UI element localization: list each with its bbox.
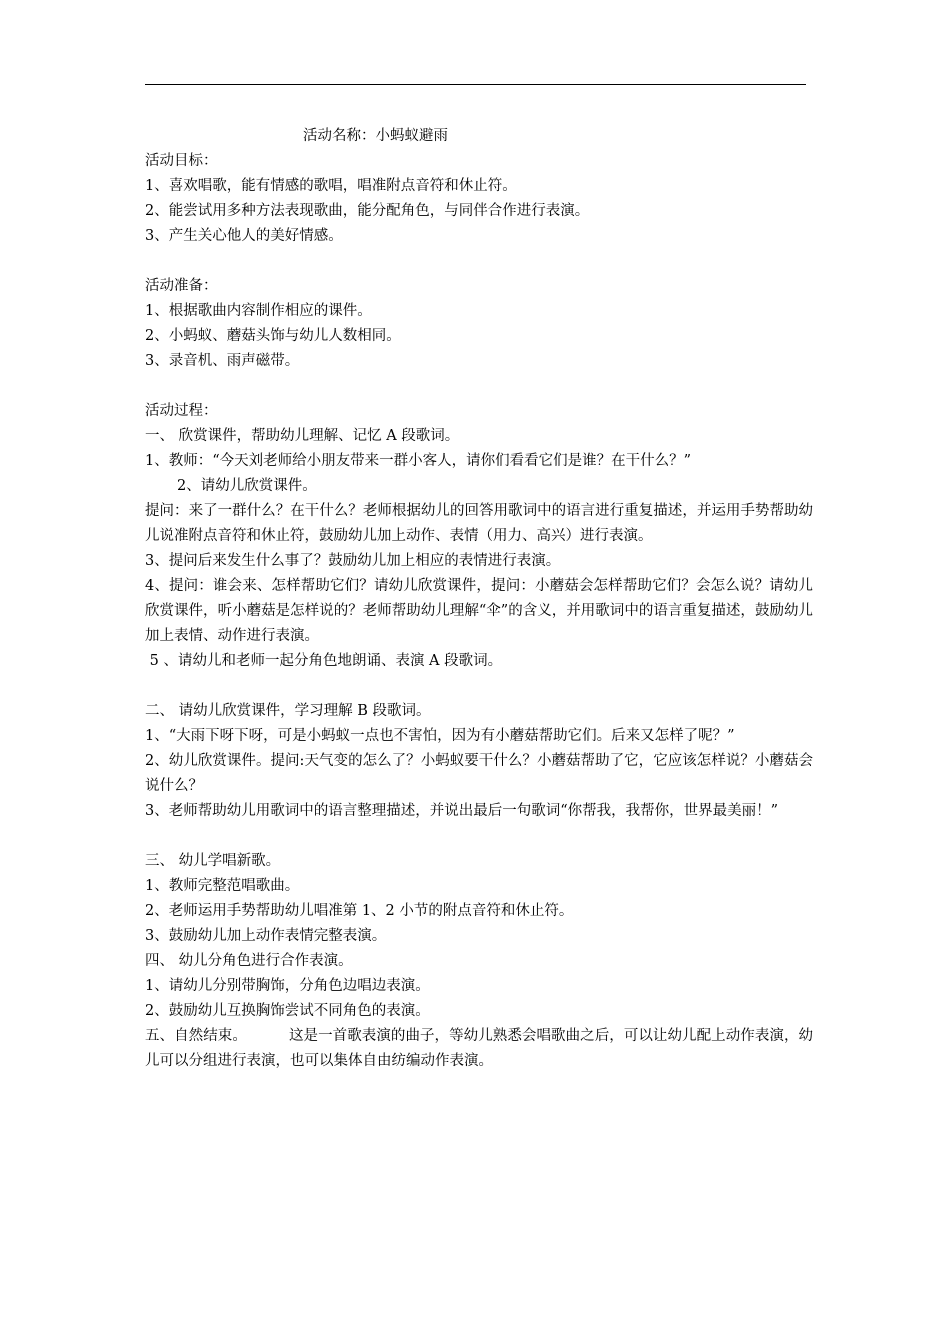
part2-step-3: 3、老师帮助幼儿用歌词中的语言整理描述，并说出最后一句歌词“你帮我，我帮你，世界最美丽！” [145, 803, 779, 819]
part4-heading: 四、 幼儿分角色进行合作表演。 [145, 953, 353, 969]
part3-item: 1、教师完整范唱歌曲。 [145, 878, 300, 894]
part1-question: 提问：来了一群什么？在干什么？老师根据幼儿的回答用歌词中的语言进行重复描述，并运用手势帮助幼儿说准附点音符和休止符，鼓励幼儿加上动作、表情（用力、高兴）进行表演。 [145, 503, 813, 544]
part1-heading: 一、 欣赏课件，帮助幼儿理解、记忆 A 段歌词。 [145, 428, 460, 444]
page-title: 活动名称：小蚂蚁避雨 [303, 128, 448, 144]
header-rule [145, 84, 806, 85]
part5-heading: 五、自然结束。 [145, 1028, 247, 1044]
part1-step-2: 2、请幼儿欣赏课件。 [177, 478, 317, 494]
part2-step-1: 1、“大雨下呀下呀，可是小蚂蚁一点也不害怕，因为有小蘑菇帮助它们。后来又怎样了呢？” [145, 728, 735, 744]
part2-step-2: 2、幼儿欣赏课件。提问:天气变的怎么了？小蚂蚁要干什么？小蘑菇帮助了它，它应该怎样说？小蘑菇会说什么？ [145, 753, 813, 794]
part3-item: 3、鼓励幼儿加上动作表情完整表演。 [145, 928, 387, 944]
part4-item: 2、鼓励幼儿互换胸饰尝试不同角色的表演。 [145, 1003, 430, 1019]
part3-heading: 三、 幼儿学唱新歌。 [145, 853, 281, 869]
prep-heading: 活动准备： [145, 278, 218, 294]
part1-step-4: 4、提问：谁会来、怎样帮助它们？请幼儿欣赏课件，提问：小蘑菇会怎样帮助它们？会怎么说？请幼儿欣赏课件，听小蘑菇是怎样说的？老师帮助幼儿理解“伞”的含义，并用歌词中的语言重复描述，鼓励幼儿加上表情、动作进行表演。 [145, 578, 813, 644]
prep-item: 3、录音机、雨声磁带。 [145, 353, 300, 369]
part1-step-3: 3、提问后来发生什么事了？鼓励幼儿加上相应的表情进行表演。 [145, 553, 561, 569]
part1-step-5: 5 、请幼儿和老师一起分角色地朗诵、表演 A 段歌词。 [145, 653, 503, 669]
spacer [145, 824, 813, 849]
spacer [145, 374, 813, 399]
part5-paragraph [145, 1024, 813, 1074]
goal-item: 3、产生关心他人的美好情感。 [145, 228, 343, 244]
process-heading: 活动过程： [145, 403, 218, 419]
goal-item: 2、能尝试用多种方法表现歌曲，能分配角色，与同伴合作进行表演。 [145, 203, 590, 219]
part5-text: 这是一首歌表演的曲子，等幼儿熟悉会唱歌曲之后，可以让幼儿配上动作表演，幼儿可以分组进行表演，也可以集体自由纺编动作表演。 [145, 1028, 814, 1069]
prep-item: 2、小蚂蚁、蘑菇头饰与幼儿人数相同。 [145, 328, 401, 344]
spacer [145, 249, 813, 274]
goals-heading: 活动目标： [145, 153, 218, 169]
part3-item: 2、老师运用手势帮助幼儿唱准第 1、2 小节的附点音符和休止符。 [145, 903, 574, 919]
part4-item: 1、请幼儿分别带胸饰，分角色边唱边表演。 [145, 978, 430, 994]
part1-step-1: 1、教师：“今天刘老师给小朋友带来一群小客人，请你们看看它们是谁？在干什么？” [145, 453, 692, 469]
part2-heading: 二、 请幼儿欣赏课件，学习理解 B 段歌词。 [145, 703, 431, 719]
spacer [145, 674, 813, 699]
goal-item: 1、喜欢唱歌，能有情感的歌唱，唱准附点音符和休止符。 [145, 178, 517, 194]
prep-item: 1、根据歌曲内容制作相应的课件。 [145, 303, 372, 319]
document-body [145, 124, 813, 1074]
